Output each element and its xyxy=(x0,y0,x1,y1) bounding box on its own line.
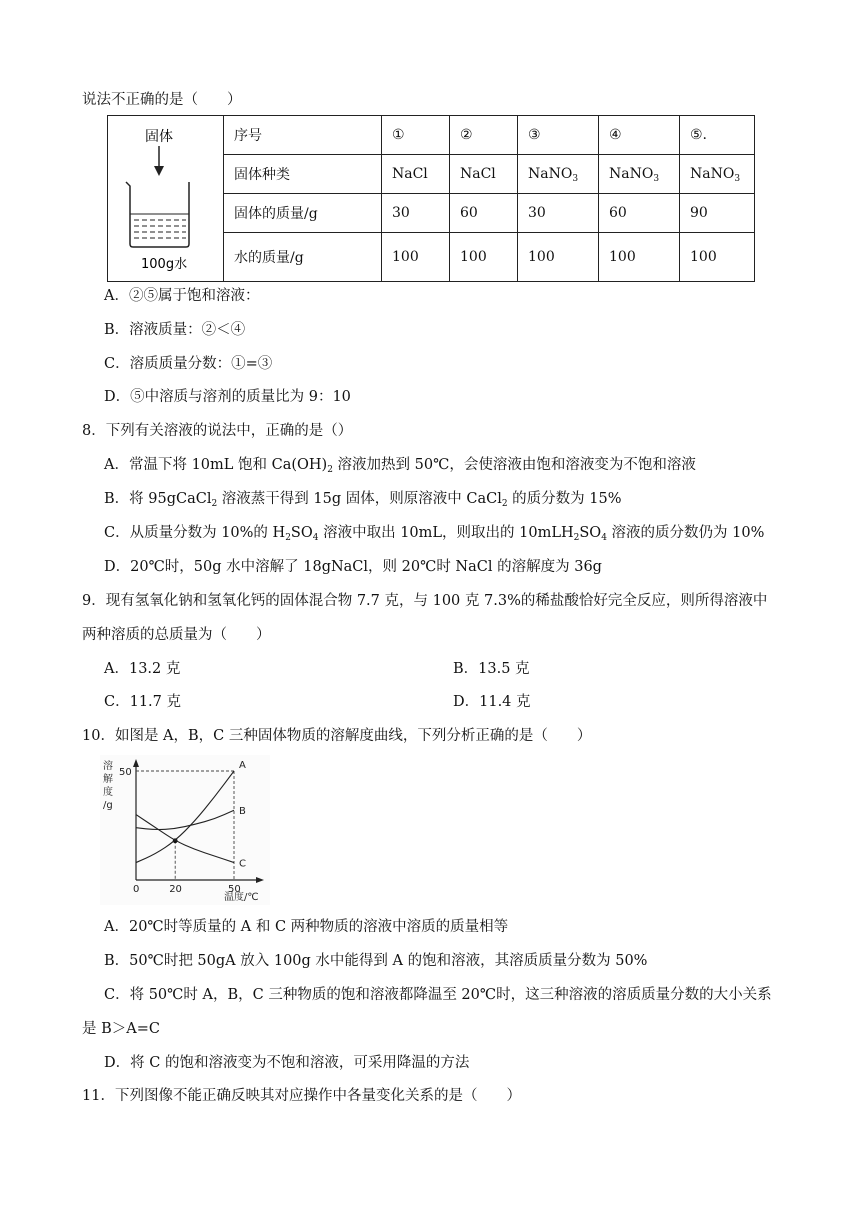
x-tick-label: 0 xyxy=(133,884,140,895)
table-cell: 100 xyxy=(680,232,755,281)
q10-stem: 10．如图是 A，B，C 三种固体物质的溶解度曲线，下列分析正确的是（ ） xyxy=(82,728,592,744)
x-axis-arrow xyxy=(256,877,264,883)
x-tick-label: 50 xyxy=(228,884,241,895)
y-axis-arrow xyxy=(133,759,139,767)
q11-stem: 11．下列图像不能正确反映其对应操作中各量变化关系的是（ ） xyxy=(82,1088,521,1104)
q9-option-a: A．13.2 克 xyxy=(104,661,181,677)
y-label-char: 度 xyxy=(103,787,113,798)
q10-option-c: C．将 50℃时 A，B，C 三种物质的饱和溶液都降温至 20℃时，这三种溶液的溶质质量分数的大小关系 xyxy=(104,987,772,1003)
q9-option-c: C．11.7 克 xyxy=(104,694,181,710)
x-tick-label: 20 xyxy=(169,884,182,895)
table-cell: 30 xyxy=(382,193,450,232)
y-label-char: 溶 xyxy=(103,761,113,772)
q7-option-d: D．⑤中溶质与溶剂的质量比为 9：10 xyxy=(104,389,351,405)
beaker-icon xyxy=(108,116,223,277)
table-header: ③ xyxy=(518,116,599,155)
table-header: ④ xyxy=(599,116,680,155)
q7-stem: 说法不正确的是（ ） xyxy=(82,92,242,108)
q9-option-b: B．13.5 克 xyxy=(453,661,530,677)
table-cell: 100 xyxy=(382,232,450,281)
table-cell: NaNO$_3$ xyxy=(599,154,680,193)
q8-stem: 8．下列有关溶液的说法中，正确的是（） xyxy=(82,423,353,439)
table-cell: 100 xyxy=(518,232,599,281)
table-header: ⑤. xyxy=(680,116,755,155)
y-label-unit: /g xyxy=(103,800,113,811)
table-cell: NaCl xyxy=(382,154,450,193)
table-cell: 90 xyxy=(680,193,755,232)
q7-option-c: C．溶质质量分数：①=③ xyxy=(104,356,273,372)
series-label-A: A xyxy=(239,760,246,771)
table-cell: 100 xyxy=(450,232,518,281)
series-label-C: C xyxy=(239,858,246,870)
y-tick-label: 50 xyxy=(119,767,132,778)
table-cell: 固体的质量/g xyxy=(224,193,382,232)
table-cell: 固体种类 xyxy=(224,154,382,193)
table-cell: 60 xyxy=(450,193,518,232)
q9-stem-line2: 两种溶质的总质量为（ ） xyxy=(82,627,271,643)
q9-option-d: D．11.4 克 xyxy=(453,694,531,710)
table-header: ① xyxy=(382,116,450,155)
water-label: 100g水 xyxy=(141,257,188,272)
q8-option-a: A．常温下将 10mL 饱和 $Ca(OH)_2$ 溶液加热到 50℃，会使溶液由饱和溶液变为不饱和溶液 xyxy=(104,457,696,475)
table-cell: NaNO$_3$ xyxy=(680,154,755,193)
q8-option-b: B．将 95gCaCl$_2$ 溶液蒸干得到 15g 固体，则原溶液中 CaCl$_2$ 的质分数为 15% xyxy=(104,491,622,509)
q9-stem-line1: 9．现有氢氧化钠和氢氧化钙的固体混合物 7.7 克，与 100 克 7.3%的稀盐酸恰好完全反应，则所得溶液中 xyxy=(82,593,768,609)
q7-option-b: B．溶液质量：②＜④ xyxy=(104,322,246,338)
y-label-char: 解 xyxy=(103,774,113,785)
q8-option-d: D．20℃时，50g 水中溶解了 18gNaCl，则 20℃时 NaCl 的溶解度为 36g xyxy=(104,559,602,575)
beaker-figure xyxy=(108,116,224,282)
q8-option-c: C．从质量分数为 10%的 $H_2SO_4$ 溶液中取出 10mL，则取出的 $10mLH_2SO_4$ 溶液的质分数仍为 10% xyxy=(104,525,765,543)
solid-label: 固体 xyxy=(145,129,173,145)
table-cell: NaNO$_3$ xyxy=(518,154,599,193)
q7-table xyxy=(107,115,755,282)
q7-option-a: A．②⑤属于饱和溶液： xyxy=(104,288,260,304)
table-cell: NaCl xyxy=(450,154,518,193)
solubility-chart xyxy=(100,755,270,905)
series-label-B: B xyxy=(239,806,246,818)
table-cell: 60 xyxy=(599,193,680,232)
table-cell: 30 xyxy=(518,193,599,232)
q10-option-a: A．20℃时等质量的 A 和 C 两种物质的溶液中溶质的质量相等 xyxy=(104,919,509,935)
table-header: 序号 xyxy=(224,116,382,155)
q10-option-b: B．50℃时把 50gA 放入 100g 水中能得到 A 的饱和溶液，其溶质质量分数为 50% xyxy=(104,953,648,969)
table-header: ② xyxy=(450,116,518,155)
x-axis-label: 温度/℃ xyxy=(224,892,259,903)
table-cell: 水的质量/g xyxy=(224,232,382,281)
q10-option-c-cont: 是 B＞A=C xyxy=(82,1021,160,1037)
series-line-B xyxy=(136,810,234,829)
table-cell: 100 xyxy=(599,232,680,281)
q10-option-d: D．将 C 的饱和溶液变为不饱和溶液，可采用降温的方法 xyxy=(104,1055,470,1071)
